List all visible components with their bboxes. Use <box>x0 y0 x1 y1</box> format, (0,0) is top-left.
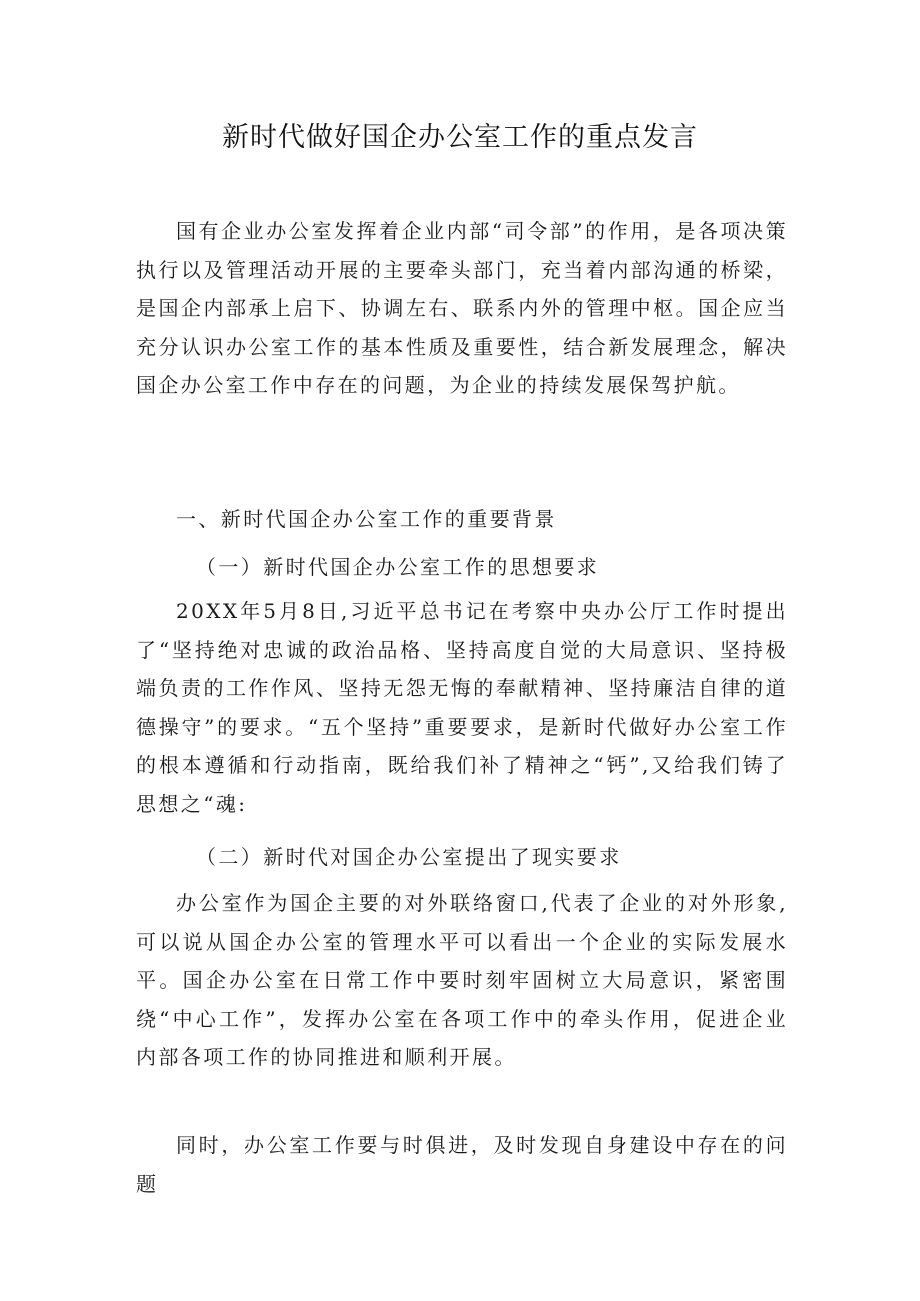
document-title: 新时代做好国企办公室工作的重点发言 <box>222 122 698 153</box>
section-heading-1: 一、新时代国企办公室工作的重要背景 <box>176 507 557 531</box>
closing-paragraph-fragment: 同时，办公室工作要与时俱进，及时发现自身建设中存在的问题 <box>136 1133 788 1196</box>
intro-paragraph: 国有企业办公室发挥着企业内部“司令部”的作用，是各项决策执行以及管理活动开展的主要牵头部门，充当着内部沟通的桥梁，是国企内部承上启下、协调左右、联系内外的管理中枢。国企应当充分认识办公室工作的基本性质及重要性，结合新发展理念，解决国企办公室工作中存在的问题，为企业的持续发展保驾护航。 <box>136 219 788 397</box>
subsection-1-paragraph: 20XX年5月8日,习近平总书记在考察中央办公厅工作时提出了“坚持绝对忠诚的政治品格、坚持高度自觉的大局意识、坚持极端负责的工作作风、坚持无怨无悔的奉献精神、坚持廉洁自律的道德操守”的要求。“五个坚持”重要要求，是新时代做好办公室工作的根本遵循和行动指南，既给我们补了精神之“钙”,又给我们铸了思想之“魂: <box>136 599 788 816</box>
subsection-2-paragraph: 办公室作为国企主要的对外联络窗口,代表了企业的对外形象,可以说从国企办公室的管理水平可以看出一个企业的实际发展水平。国企办公室在日常工作中要时刻牢固树立大局意识，紧密围绕“中心工作”，发挥办公室在各项工作中的牵头作用，促进企业内部各项工作的协同推进和顺利开展。 <box>136 891 788 1069</box>
subsection-heading-2: （二）新时代对国企办公室提出了现实要求 <box>196 845 622 869</box>
subsection-heading-1: （一）新时代国企办公室工作的思想要求 <box>196 555 600 579</box>
